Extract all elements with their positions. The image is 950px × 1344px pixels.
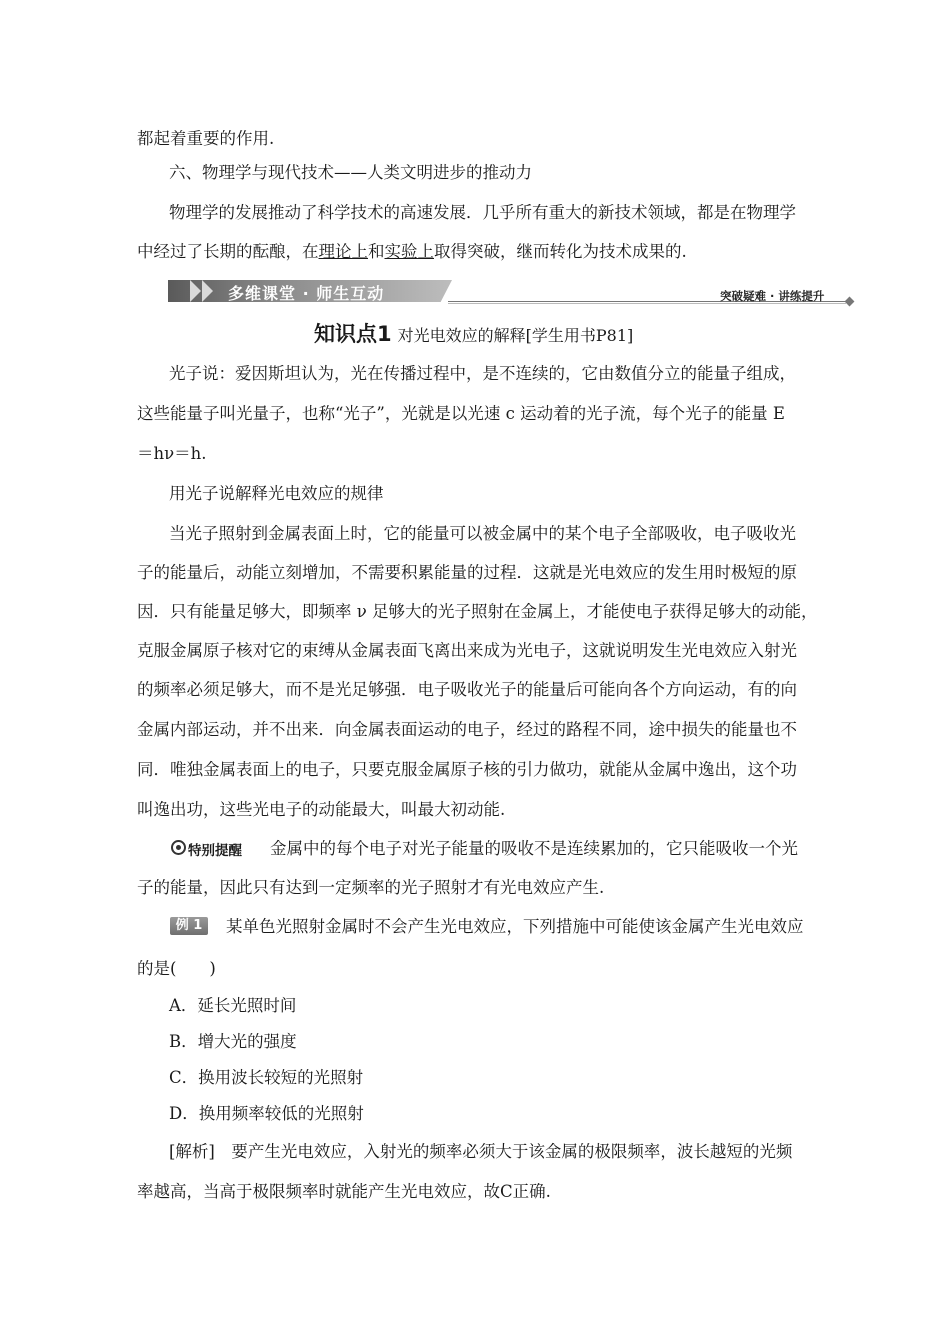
banner-title: 多维课堂 · 师生互动 bbox=[228, 284, 385, 303]
example-question-line: 的是( ) bbox=[137, 959, 216, 978]
text-span: 和 bbox=[368, 242, 385, 261]
intro-paragraph-line bbox=[137, 242, 687, 262]
chevron-right-icon bbox=[202, 280, 213, 302]
section-heading-6: 六、物理学与现代技术——人类文明进步的推动力 bbox=[169, 163, 532, 182]
rule-paragraph-line: 叫逸出功，这些光电子的动能最大，叫最大初动能. bbox=[137, 800, 506, 819]
tip-label: 特别提醒 bbox=[188, 843, 242, 859]
rule-paragraph-line: 克服金属原子核对它的束缚从金属表面飞离出来成为光电子，这就说明发生光电效应入射光 bbox=[137, 641, 797, 660]
example-badge: 例 1 bbox=[170, 917, 208, 935]
rule-paragraph-line: 金属内部运动，并不出来．向金属表面运动的电子，经过的路程不同，途中损失的能量也不 bbox=[137, 720, 797, 739]
rule-paragraph-line: 因．只有能量足够大，即频率 ν 足够大的光子照射在金属上，才能使电子获得足够大的动能， bbox=[137, 602, 818, 621]
rule-heading: 用光子说解释光电效应的规律 bbox=[169, 484, 384, 503]
underlined-term: 理论上 bbox=[318, 242, 368, 261]
tip-text-line: 子的能量，因此只有达到一定频率的光子照射才有光电效应产生. bbox=[137, 878, 605, 897]
example-question-line: 某单色光照射金属时不会产生光电效应，下列措施中可能使该金属产生光电效应 bbox=[226, 917, 804, 936]
rule-paragraph-line: 当光子照射到金属表面上时，它的能量可以被金属中的某个电子全部吸收，电子吸收光 bbox=[169, 524, 796, 543]
banner-subtitle: 突破疑难 · 讲练提升 bbox=[720, 289, 825, 303]
option-a: A．延长光照时间 bbox=[169, 996, 297, 1015]
text-span: 中经过了长期的酝酿，在 bbox=[137, 242, 319, 261]
photon-paragraph-line: 光子说：爱因斯坦认为，光在传播过程中，是不连续的，它由数值分立的能量子组成， bbox=[169, 364, 796, 383]
knowledge-point-label: 知识点1 bbox=[314, 322, 392, 346]
analysis-line: [解析] 要产生光电效应，入射光的频率必须大于该金属的极限频率，波长越短的光频 bbox=[169, 1142, 793, 1161]
chevron-right-icon bbox=[190, 280, 201, 302]
knowledge-point-title bbox=[314, 318, 633, 348]
knowledge-point-subtitle: 对光电效应的解释[学生用书P81] bbox=[397, 326, 634, 345]
option-d: D．换用频率较低的光照射 bbox=[169, 1104, 364, 1123]
underlined-term: 实验上 bbox=[384, 242, 434, 261]
rule-paragraph-line: 同．唯独金属表面上的电子，只要克服金属原子核的引力做功，就能从金属中逸出，这个功 bbox=[137, 760, 797, 779]
text-span: 取得突破，继而转化为技术成果的. bbox=[434, 242, 687, 261]
intro-line: 都起着重要的作用. bbox=[137, 129, 275, 148]
rule-paragraph-line: 的频率必须足够大，而不是光足够强．电子吸收光子的能量后可能向各个方向运动，有的向 bbox=[137, 680, 797, 699]
section-banner bbox=[168, 280, 858, 304]
option-c: C．换用波长较短的光照射 bbox=[169, 1068, 364, 1087]
rule-paragraph-line: 子的能量后，动能立刻增加，不需要积累能量的过程．这就是光电效应的发生用时极短的原 bbox=[137, 563, 797, 582]
photon-paragraph-line: ＝hν＝h. bbox=[137, 444, 207, 463]
option-b: B．增大光的强度 bbox=[169, 1032, 297, 1051]
diamond-icon bbox=[845, 297, 855, 307]
photon-paragraph-line: 这些能量子叫光量子，也称“光子”，光就是以光速 c 运动着的光子流，每个光子的能量 E bbox=[137, 404, 785, 423]
analysis-line: 率越高，当高于极限频率时就能产生光电效应，故C正确. bbox=[137, 1182, 551, 1201]
tip-text-line: 金属中的每个电子对光子能量的吸收不是连续累加的，它只能吸收一个光 bbox=[270, 839, 798, 858]
intro-paragraph-line: 物理学的发展推动了科学技术的高速发展．几乎所有重大的新技术领域，都是在物理学 bbox=[169, 203, 796, 222]
tip-icon bbox=[171, 840, 186, 855]
